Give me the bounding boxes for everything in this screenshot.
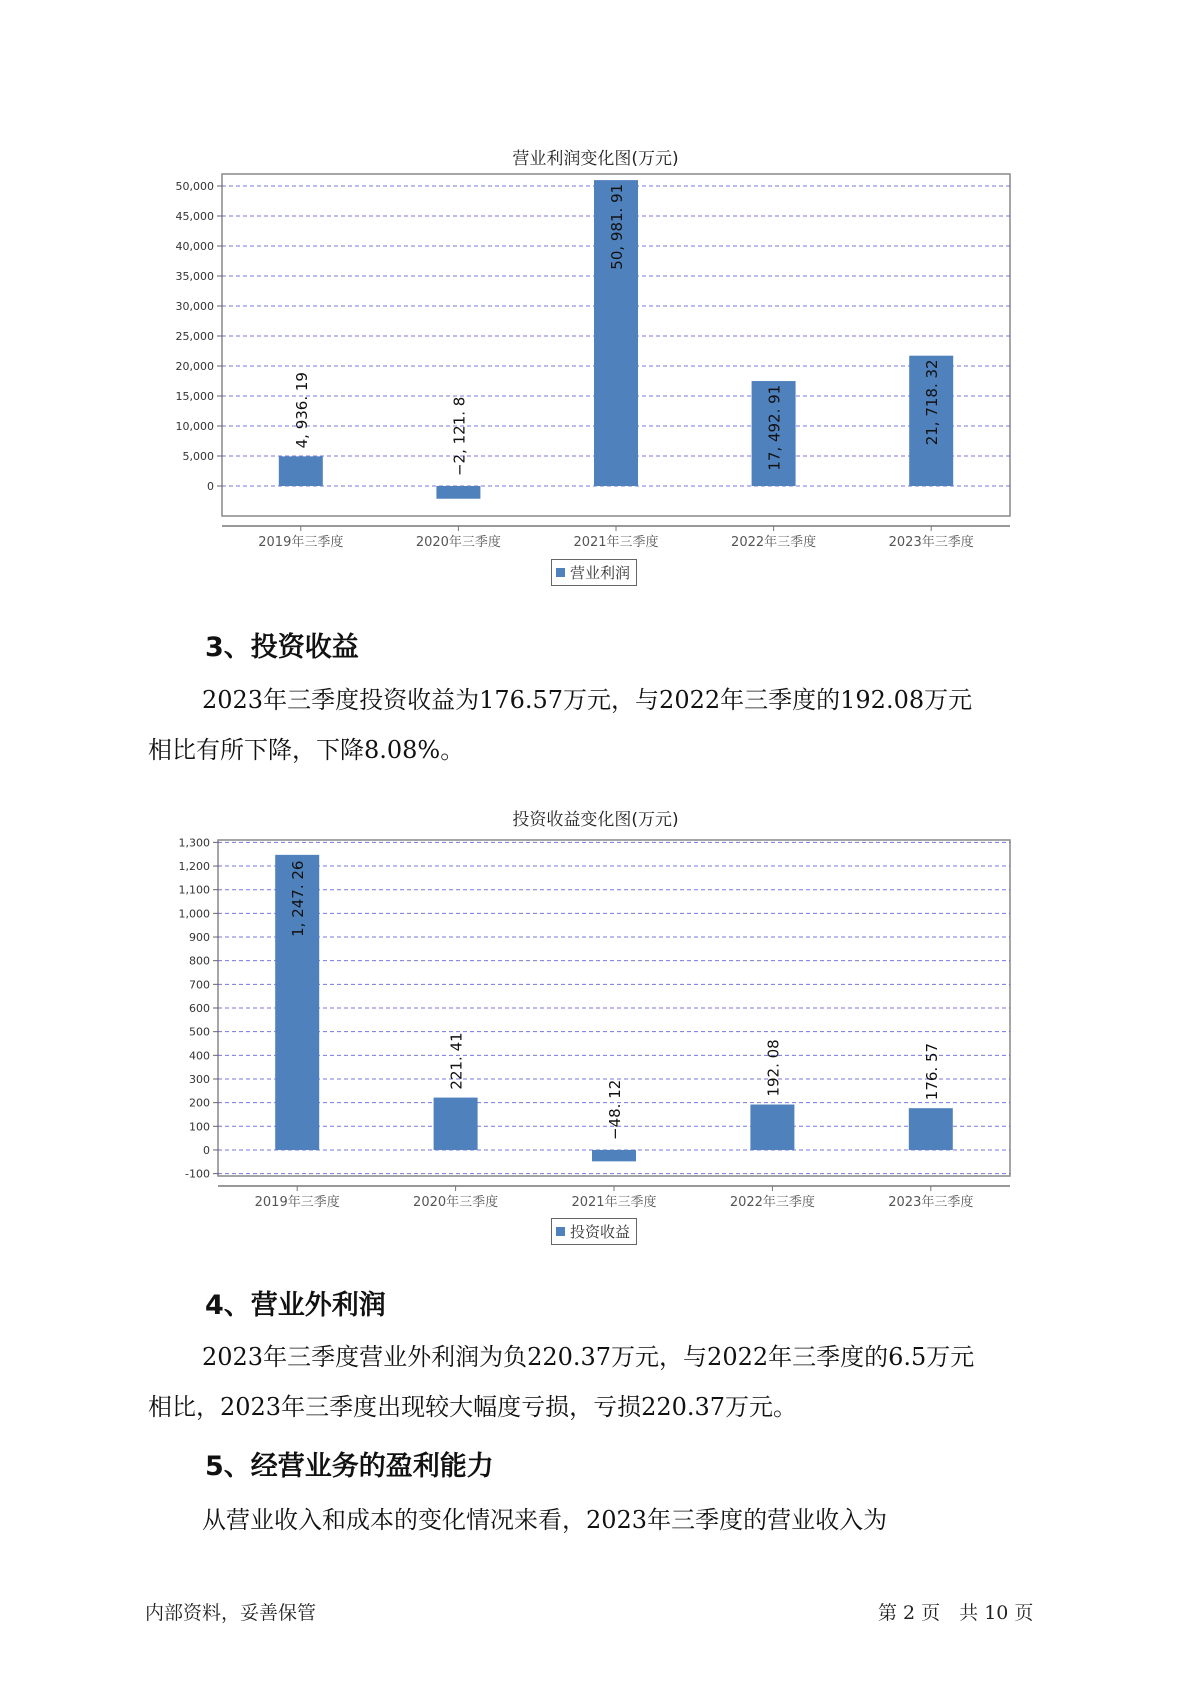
- data-label: 17, 492. 91: [765, 384, 784, 471]
- y-tick-label: 900: [189, 931, 210, 945]
- y-tick-label: 0: [203, 1143, 210, 1157]
- data-label: 176. 57: [922, 1042, 941, 1101]
- x-tick-label: 2023年三季度: [888, 1195, 974, 1210]
- paragraph-investment-income: [148, 675, 1048, 775]
- y-tick-label: 100: [189, 1120, 210, 1134]
- data-label: 50, 981. 91: [608, 183, 626, 270]
- data-label: −48. 12: [606, 1079, 624, 1140]
- chart-1-title: 营业利润变化图(万元): [512, 149, 679, 169]
- paragraph-profitability: [148, 1495, 1048, 1545]
- y-tick-label: 10,000: [175, 420, 214, 433]
- chart-2-legend: [551, 1218, 637, 1245]
- paragraph-line: 相比有所下降，下降8.08%。: [148, 736, 465, 764]
- y-tick-label: 50,000: [175, 180, 214, 193]
- paragraph-line: 2023年三季度营业外利润为负220.37万元，与2022年三季度的6.5万元: [202, 1343, 975, 1371]
- chart-1-legend: [551, 559, 637, 586]
- y-tick-label: 500: [189, 1025, 210, 1039]
- y-tick-label: 1,300: [178, 836, 210, 850]
- paragraph-line: 从营业收入和成本的变化情况来看，2023年三季度的营业收入为: [202, 1506, 888, 1534]
- y-tick-label: 5,000: [182, 450, 214, 463]
- legend-swatch: [556, 568, 565, 577]
- data-label: 1, 247. 26: [289, 860, 308, 937]
- y-tick-label: 25,000: [175, 330, 214, 343]
- paragraph-line: 相比，2023年三季度出现较大幅度亏损，亏损220.37万元。: [148, 1393, 798, 1421]
- operating-profit-chart: [0, 170, 1191, 550]
- y-tick-label: 1,200: [178, 860, 210, 874]
- bar: [434, 1098, 478, 1150]
- bar: [279, 456, 323, 486]
- legend-swatch: [556, 1227, 565, 1236]
- chart-2-title: 投资收益变化图(万元): [512, 810, 679, 830]
- y-tick-label: 15,000: [175, 390, 214, 403]
- y-tick-label: 1,000: [178, 907, 210, 921]
- y-tick-label: 40,000: [175, 240, 214, 253]
- investment-income-chart: [0, 830, 1191, 1210]
- y-tick-label: 700: [189, 978, 210, 992]
- y-tick-label: 35,000: [175, 270, 214, 283]
- chart-1-legend-label: 营业利润: [570, 564, 631, 582]
- heading-non-operating-profit: 4、营业外利润: [205, 1290, 386, 1321]
- y-tick-label: 30,000: [175, 300, 214, 313]
- y-tick-label: 45,000: [175, 210, 214, 223]
- y-tick-label: 1,100: [178, 883, 210, 897]
- heading-profitability: 5、经营业务的盈利能力: [205, 1451, 494, 1482]
- x-tick-label: 2022年三季度: [729, 1195, 815, 1210]
- data-label: −2, 121. 8: [450, 396, 469, 476]
- data-label: 221. 41: [447, 1032, 466, 1090]
- x-tick-label: 2023年三季度: [888, 535, 974, 550]
- data-label: 192. 08: [764, 1039, 783, 1097]
- y-tick-label: 300: [189, 1072, 210, 1086]
- footer-confidential: 内部资料，妥善保管: [145, 1602, 317, 1624]
- y-tick-label: 200: [189, 1096, 210, 1110]
- x-tick-label: 2019年三季度: [258, 535, 344, 550]
- x-tick-label: 2019年三季度: [254, 1195, 340, 1210]
- x-tick-label: 2022年三季度: [731, 535, 817, 550]
- bar: [750, 1105, 794, 1150]
- paragraph-non-operating-profit: [148, 1332, 1048, 1432]
- heading-investment-income: 3、投资收益: [205, 632, 359, 663]
- x-tick-label: 2020年三季度: [413, 1195, 499, 1210]
- x-tick-label: 2021年三季度: [573, 535, 659, 550]
- data-label: 4, 936. 19: [292, 372, 311, 449]
- data-label: 21, 718. 32: [923, 359, 942, 446]
- bar: [592, 1150, 636, 1161]
- y-tick-label: 0: [207, 480, 214, 493]
- y-tick-label: 600: [189, 1002, 210, 1015]
- x-tick-label: 2021年三季度: [571, 1195, 657, 1210]
- bar: [909, 1108, 953, 1150]
- y-tick-label: 400: [189, 1049, 210, 1063]
- x-tick-label: 2020年三季度: [415, 535, 501, 550]
- paragraph-line: 2023年三季度投资收益为176.57万元，与2022年三季度的192.08万元: [202, 686, 973, 714]
- y-tick-label: -100: [185, 1167, 210, 1181]
- chart-2-legend-label: 投资收益: [570, 1223, 631, 1241]
- footer-page-number: 第 2 页 共 10 页: [878, 1602, 1034, 1624]
- y-tick-label: 20,000: [175, 360, 214, 373]
- y-tick-label: 800: [189, 954, 210, 968]
- bar: [436, 486, 480, 499]
